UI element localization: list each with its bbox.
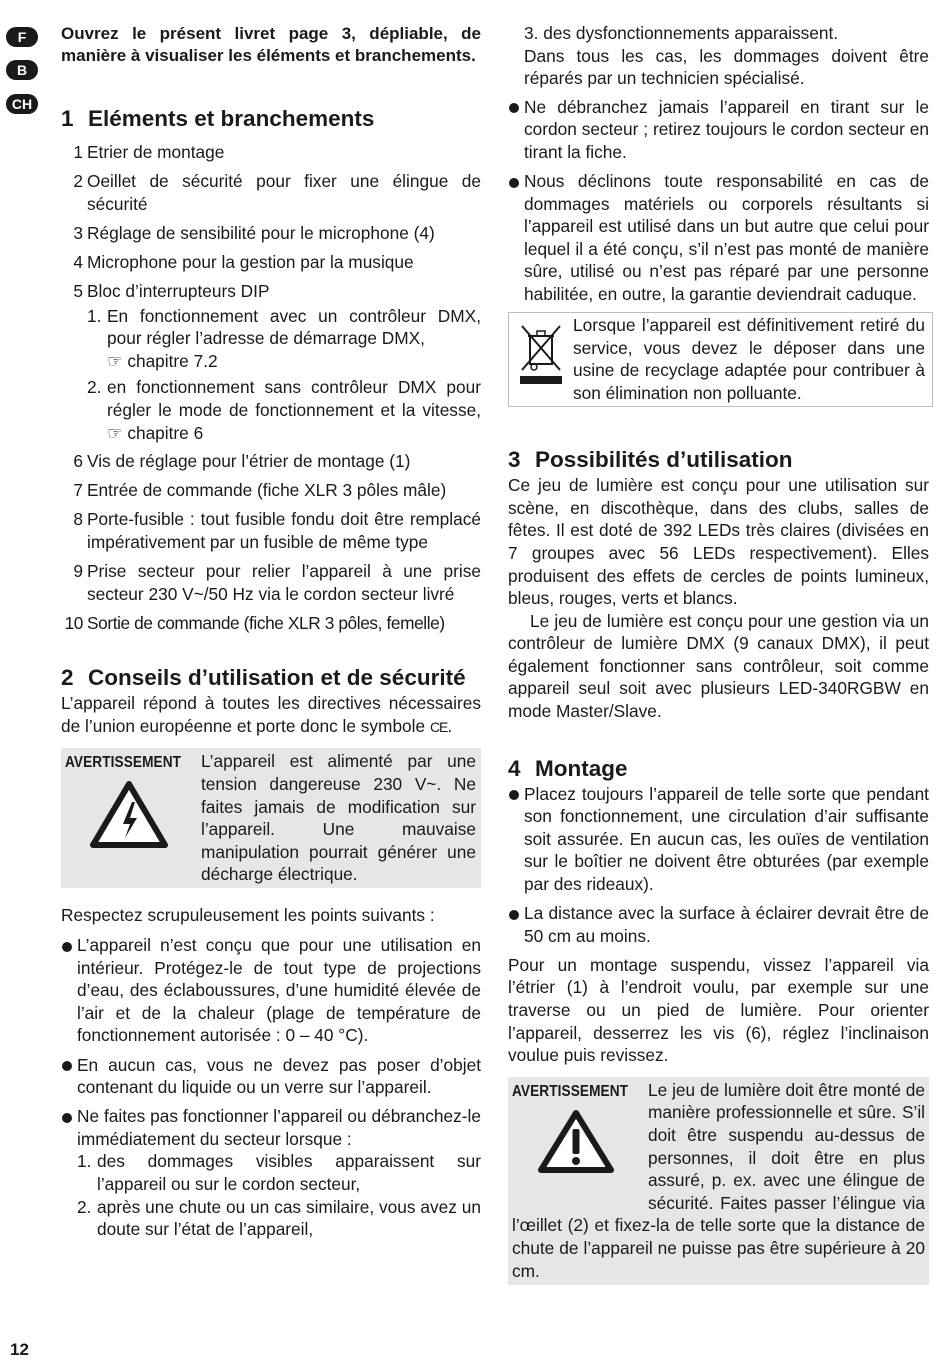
section-4-paragraph: Pour un montage suspendu, vissez l’appareil via l’étrier (1) à l’endroit voulu, par exemple sur une traverse ou un pied de lumière. Pour orienter l’appareil, desserrez les vis (6), réglez l’inclinaison voulue puis revissez. — [508, 954, 929, 1066]
item-number: 7 — [73, 480, 83, 501]
section-number: 2 — [61, 665, 74, 691]
bullet-item: Placez toujours l’appareil de telle sorte que pendant son fonctionnement, une circulation d’air suffisante soit assurée. En aucun cas, les ouïes de ventilation sur le boîtier ne doivent être obturées (par exemple par des rideaux). — [508, 783, 929, 896]
language-tab-f: F — [6, 27, 38, 47]
item-text: Bloc d’interrupteurs DIP — [87, 280, 270, 301]
list-item — [61, 141, 481, 164]
item-number: 10 — [64, 612, 83, 633]
bullet-item: Ne faites pas fonctionner l’appareil ou débranchez-le immédiatement du secteur lorsque : — [61, 1105, 481, 1150]
section-2-intro: L’appareil répond à toutes les directives nécessaires de l’union européenne et porte donc le symbole CE. — [61, 693, 481, 736]
section-3-paragraph: Le jeu de lumière est conçu pour une gestion via un contrôleur de lumière DMX (9 canaux DMX), il peut également fonctionner sans contrôleur, soit comme appareil seul soit avec plusieurs LED-340RGBW en mode Master/Slave. — [508, 610, 929, 722]
list-item — [61, 479, 481, 502]
warning-text: Le jeu de lumière doit être monté de manière professionnelle et sûre. S’il doit être suspendu au-dessus de personnes, il doit être en plus assuré, p. ex. avec une élingue de sécurité. Faites passer l’élingue via l’œillet (2) et fixez-la de telle sorte que la distance de chute de l’appareil ne puisse pas être supérieure à 20 cm. — [512, 1079, 925, 1281]
disposal-box — [508, 312, 929, 410]
section-number: 1 — [61, 106, 74, 131]
item-text: Etrier de montage — [87, 142, 225, 162]
dip-sublist — [61, 305, 481, 445]
condition-item: 1. des dommages visibles apparaissent sur l’appareil ou sur le cordon secteur, — [77, 1151, 481, 1194]
item-number: 6 — [73, 451, 83, 472]
item-text: Sortie de commande (fiche XLR 3 pôles, femelle) — [87, 612, 445, 633]
right-column — [508, 22, 929, 1285]
list-item — [61, 508, 481, 553]
bullet-icon — [508, 783, 524, 896]
list-item — [61, 280, 481, 303]
bullet-item: Nous déclinons toute responsabilité en cas de dommages matériels ou corporels résultants si l’appareil est utilisé dans un but autre que celui pour lequel il a été conçu, s’il n’est pas monté de manière sûre, utilisé ou n’est pas réparé par une personne habilitée, en outre, la garantie deviendrait caduque. — [508, 170, 929, 306]
item-number: 2 — [73, 171, 83, 192]
sub-text: En fonctionnement avec un contrôleur DMX, pour régler l’adresse de démarrage DMX, — [107, 305, 481, 349]
sub-number: 2. — [87, 377, 102, 398]
intro-text: Ouvrez le présent livret page 3, dépliable, de manière à visualiser les éléments et branchements. — [61, 24, 481, 65]
bullet-item: En aucun cas, vous ne devez pas poser d’objet contenant du liquide ou un verre sur l’appareil. — [61, 1054, 481, 1099]
condition-item: 2. après une chute ou un cas similaire, vous avez un doute sur l’état de l’appareil, — [77, 1196, 481, 1240]
section-3-paragraph: Ce jeu de lumière est conçu pour une utilisation sur scène, en discothèque, dans des clubs, salles de fêtes. Il est doté de 392 LEDs très claires (divisées en 7 groupes avec 56 LEDs respectivement). Elles produisent des effets de cercles de points lumineux, bleus, rouges, verts et blancs. — [508, 475, 929, 609]
section-title: Montage — [535, 755, 628, 781]
sub-text: en fonctionnement sans contrôleur DMX pour régler le mode de fonctionnement et la vitesse, — [107, 377, 481, 420]
item-text: Prise secteur pour relier l’appareil à une prise secteur 230 V~/50 Hz via le cordon secteur livré — [87, 561, 481, 604]
language-tab-ch: CH — [6, 94, 38, 114]
bullet-item: L’appareil n’est conçu que pour une utilisation en intérieur. Protégez-le de tout type de projections d’eau, des éclaboussures, d’une humidité élevée de l’air et de la chaleur (plage de température de fonctionnement autorisée : 0 – 40 °C). — [61, 934, 481, 1047]
warning-label: AVERTISSEMENT — [512, 1082, 629, 1100]
item-text: Vis de réglage pour l’étrier de montage (1) — [87, 451, 411, 472]
bullet-icon — [508, 170, 524, 306]
shock-warning-box — [61, 748, 481, 888]
electric-shock-warning-icon — [89, 780, 169, 848]
caution-triangle-icon — [537, 1109, 615, 1173]
bullet-icon — [61, 1054, 77, 1099]
bullet-item: La distance avec la surface à éclairer devrait être de 50 cm au moins. — [508, 902, 929, 947]
section-2-heading — [61, 664, 481, 692]
warning-text: L’appareil est alimenté par une tension dangereuse 230 V~. Ne faites jamais de modification sur l’appareil. Une mauvaise manipulation pourrait générer une décharge électrique. — [201, 751, 476, 885]
bullet-item: Ne débranchez jamais l’appareil en tirant sur le cordon secteur ; retirez toujours le cordon secteur en tirant la fiche. — [508, 96, 929, 164]
page-number: 12 — [10, 1340, 29, 1359]
section-title: Eléments et branchements — [88, 106, 375, 131]
list-item — [61, 222, 481, 245]
list-item — [61, 560, 481, 605]
item-number: 9 — [73, 561, 83, 581]
item-text: Entrée de commande (fiche XLR 3 pôles mâle) — [87, 480, 447, 501]
item-text: Porte-fusible : tout fusible fondu doit être remplacé impérativement par un fusible de même type — [87, 509, 481, 552]
item-text: Réglage de sensibilité pour le microphone (4) — [87, 222, 435, 243]
safety-bullets — [61, 934, 481, 1241]
bullet-icon — [508, 902, 524, 947]
safety-bullets-continued — [508, 96, 929, 306]
mounting-warning-box — [508, 1077, 929, 1285]
section-number: 4 — [508, 755, 521, 781]
sublist-item — [87, 376, 481, 444]
respect-text: Respectez scrupuleusement les points suivants : — [61, 905, 435, 926]
section-3-heading — [508, 446, 929, 474]
left-column — [61, 22, 481, 1241]
section-title: Possibilités d’utilisation — [535, 447, 793, 473]
sub-number: 1. — [87, 305, 102, 326]
elements-list — [61, 141, 481, 634]
section-number: 3 — [508, 447, 521, 473]
sublist-item — [87, 305, 481, 373]
condition-item: 3. des dysfonctionnements apparaissent. — [524, 23, 839, 43]
bullet-icon — [61, 934, 77, 1047]
item-number: 8 — [73, 509, 83, 530]
list-item — [61, 251, 481, 274]
pointing-hand-icon: ☞ — [107, 422, 123, 443]
conditions-continued — [508, 22, 929, 90]
item-text: Oeillet de sécurité pour fixer une élingue de sécurité — [87, 171, 481, 214]
item-number: 5 — [73, 280, 83, 301]
section-title: Conseils d’utilisation et de sécurité — [88, 665, 466, 691]
crossed-bin-icon — [518, 322, 564, 388]
section-1-heading — [61, 105, 481, 133]
list-item — [61, 170, 481, 215]
item-number: 4 — [73, 251, 83, 272]
item-number: 3 — [73, 222, 83, 243]
conditions-list — [61, 1150, 481, 1240]
pointing-hand-icon: ☞ — [107, 350, 123, 371]
item-text: Microphone pour la gestion par la musique — [87, 251, 414, 272]
mounting-bullets — [508, 783, 929, 948]
chapter-ref: chapitre 6 — [127, 422, 204, 443]
section-4-heading — [508, 755, 929, 783]
list-item — [61, 450, 481, 473]
language-tab-b: B — [6, 60, 38, 80]
warning-label: AVERTISSEMENT — [65, 754, 182, 772]
chapter-ref: chapitre 7.2 — [127, 350, 218, 371]
bullet-icon — [508, 96, 524, 164]
disposal-text: Lorsque l’appareil est définitivement retiré du service, vous devez le déposer dans une usine de recyclage adaptée pour contribuer à son élimination non polluante. — [573, 315, 925, 403]
ce-mark-icon: CE — [429, 718, 448, 735]
list-item — [61, 612, 481, 635]
repair-note: Dans tous les cas, les dommages doivent être réparés par un technicien spécialisé. — [524, 45, 929, 89]
bullet-icon — [61, 1105, 77, 1150]
item-number: 1 — [73, 142, 83, 162]
